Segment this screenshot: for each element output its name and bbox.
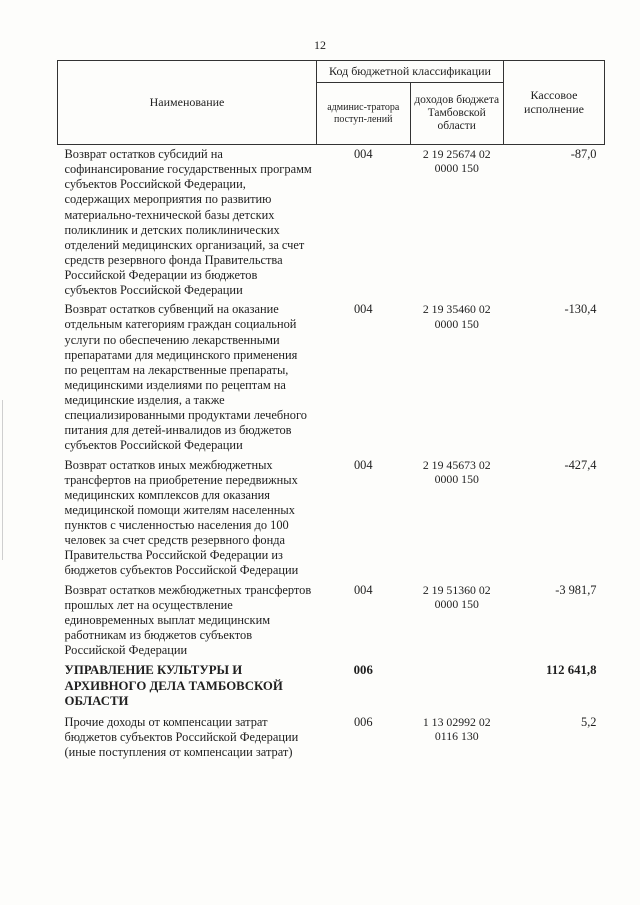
row-admin-code: 004 xyxy=(353,147,373,161)
row-admin-code: 006 xyxy=(353,663,373,678)
row-income-code: 2 19 45673 02 0000 150 xyxy=(422,457,491,486)
row-value: 112 641,8 xyxy=(546,663,597,678)
row-admin-code: 004 xyxy=(353,457,373,472)
row-name: Возврат остатков субвенций на оказание отдельным категориям граждан социальной услуги по обеспечению лекарственными препаратами для медицинского применения по рецептам на лекарственные препараты, медицинскими изделиями по рецептам на медицинские изделия, а также специализированными продуктами лечебного питания для детей-инвалидов из бюджетов субъектов Российской Федерации xyxy=(64,302,307,453)
row-value: 5,2 xyxy=(581,714,597,729)
header-name: Наименование xyxy=(58,61,317,145)
row-name: Возврат остатков иных межбюджетных трансфертов на приобретение передвижных медицинских комплексов для оказания медицинской помощи жителям населенных пунктов с численностью населения до 100 человек за счет средств резервного фонда Правительства Российской Федерации из бюджетов субъектов Российской Федерации xyxy=(64,457,299,578)
table-row xyxy=(58,581,605,661)
table-row xyxy=(58,713,605,762)
row-value: -130,4 xyxy=(564,302,597,317)
table-row xyxy=(58,456,605,581)
row-income-code: 2 19 25674 02 0000 150 xyxy=(422,147,491,176)
page-number: 12 xyxy=(314,38,326,52)
header-income: доходов бюджета Тамбовской области xyxy=(410,83,504,145)
row-income-code xyxy=(410,660,504,713)
row-name: Возврат остатков межбюджетных трансфертов прошлых лет на осуществление единовременных выплат медицинским работникам из бюджетов субъектов Российской Федерации xyxy=(64,582,312,657)
scan-margin-mark xyxy=(2,400,3,560)
table-body xyxy=(58,145,605,763)
header-admin: админис-тратора поступ-лений xyxy=(317,83,411,145)
row-value: -87,0 xyxy=(570,147,597,161)
row-admin-code: 004 xyxy=(353,302,373,317)
row-value: -427,4 xyxy=(564,457,597,472)
table-row xyxy=(58,300,605,455)
row-income-code: 2 19 51360 02 0000 150 xyxy=(422,582,491,611)
row-admin-code: 006 xyxy=(353,714,373,729)
header-budget-code: Код бюджетной классификации xyxy=(317,61,504,83)
header-kass: Кассовое исполнение xyxy=(504,61,605,145)
budget-table xyxy=(57,60,605,762)
row-admin-code: 004 xyxy=(353,582,373,597)
row-value: -3 981,7 xyxy=(555,582,597,597)
row-name: Прочие доходы от компенсации затрат бюджетов субъектов Российской Федерации (иные поступления от компенсации затрат) xyxy=(64,714,299,760)
row-income-code: 1 13 02992 02 0116 130 xyxy=(422,714,491,744)
row-name: Возврат остатков субсидий на софинансирование государственных программ субъектов Российской Федерации, содержащих мероприятия по развитию материально-технической базы детских поликлиник и детских поликлинических отделений медицинских организаций, за счет средств резервного фонда Правительства Российской Федерации из бюджетов субъектов Российской Федерации xyxy=(64,147,312,298)
row-income-code: 2 19 35460 02 0000 150 xyxy=(422,302,491,331)
table-header xyxy=(58,61,605,145)
table-row xyxy=(58,145,605,301)
table-row xyxy=(58,660,605,713)
row-name: УПРАВЛЕНИЕ КУЛЬТУРЫ И АРХИВНОГО ДЕЛА ТАМБОВСКОЙ ОБЛАСТИ xyxy=(64,663,283,709)
